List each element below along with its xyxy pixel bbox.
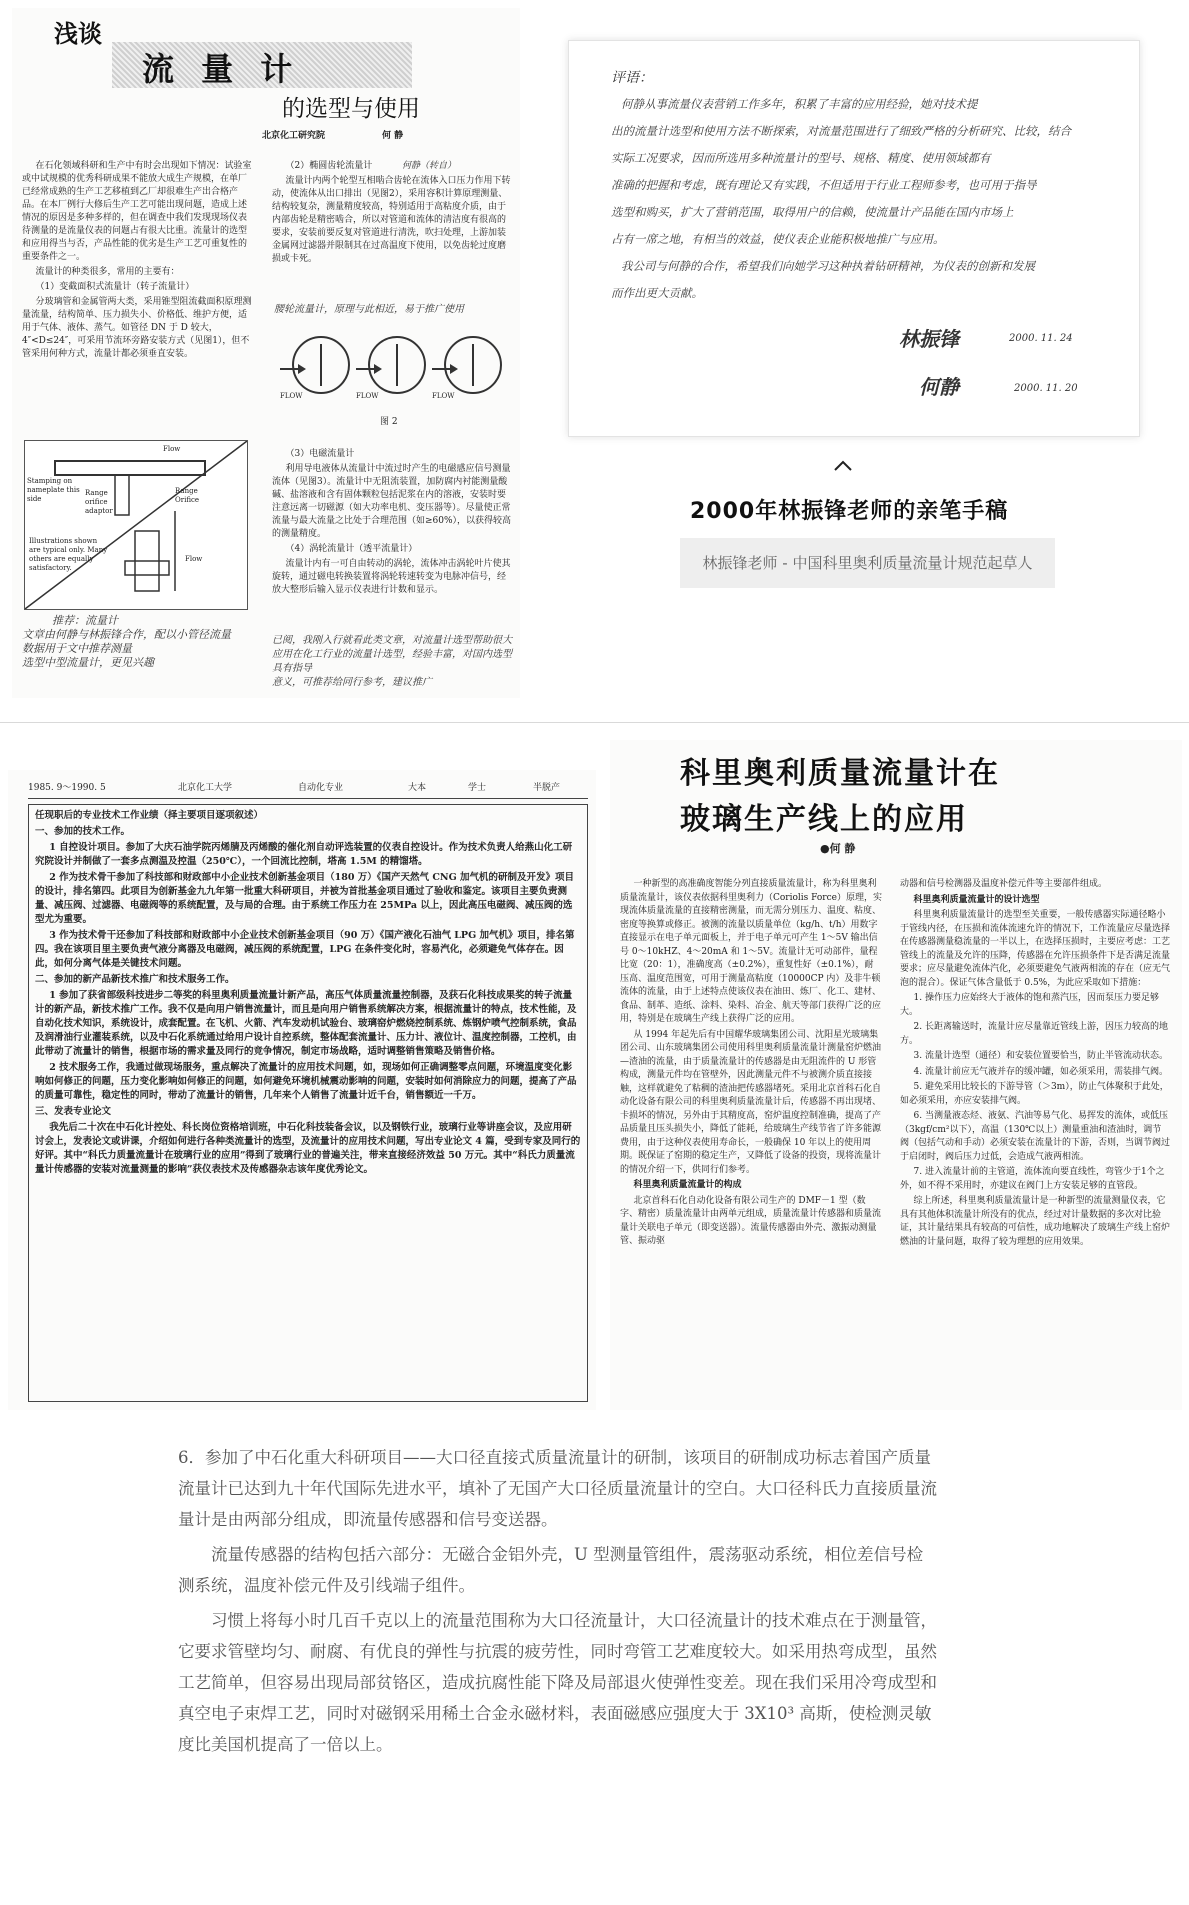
resume-section: 一、参加的技术工作。 bbox=[35, 826, 131, 837]
article2-author: ●何 静 bbox=[820, 842, 856, 855]
article1-title-sub: 的选型与使用 bbox=[282, 96, 420, 122]
bottom-text-block bbox=[178, 1442, 938, 1760]
letter-line: 准确的把握和考虑，既有理论又有实践，不但适用于行业工程师参考，也可用于指导 bbox=[611, 178, 1037, 192]
handwriting-line: 推荐：流量计 bbox=[52, 614, 118, 627]
handwriting-mid: 腰轮流量计，原理与此相近，易于推广使用 bbox=[274, 304, 464, 315]
handwriting-line: 选型中型流量计，更见兴趣 bbox=[22, 656, 154, 669]
figure-1-label: Flow bbox=[163, 445, 181, 453]
resume-scan bbox=[8, 770, 596, 1410]
resume-header-cell: 半脱产 bbox=[533, 783, 561, 793]
flow-arrow-icon bbox=[356, 368, 376, 370]
resume-item: 2 作为技术骨干参加了科技部和财政部中小企业技术创新基金项目（180 万）《国产天然气 CNG 加气机的研制及开发》项目的设计，排名第四。此项目为创新基金九九年第一批重大科研项目，并被为首批基金项目通过了验收和鉴定。该项目主要负责测量、减压阀、过滤器、电磁阀等的系统配置，及与局的合理。由于系统工作压力在 25MPa 以上，因此高压电磁阀、减压阀的选型尤为重要。 bbox=[35, 872, 575, 925]
section-heading: 科里奥利质量流量计的构成 bbox=[633, 1180, 742, 1190]
resume-section: 三、发表专业论文 bbox=[35, 1106, 112, 1117]
article1-title-main: 流 量 计 bbox=[142, 50, 301, 88]
letter-salutation: 评语： bbox=[611, 70, 653, 86]
letter-date-1: 2000. 11. 24 bbox=[1009, 333, 1073, 344]
handwriting-bottom bbox=[272, 634, 512, 690]
resume-header-cell: 大本 bbox=[408, 783, 427, 793]
letter-body bbox=[611, 91, 1111, 307]
paragraph: 动器和信号检测器及温度补偿元件等主要部件组成。 bbox=[900, 879, 1108, 889]
resume-header-cell: 北京化工大学 bbox=[178, 783, 233, 793]
chevron-up-icon bbox=[833, 457, 853, 471]
letter-line: 占有一席之地，有相当的效益，使仪表企业能积极地推广与应用。 bbox=[611, 232, 945, 246]
paragraph: 科里奥利质量流量计的选型至关重要，一般传感器实际通径略小于管线内径，在压损和流体流速允许的情况下，工作流量应尽量选择在传感器测量稳流量的一半以上，在选择压损时，主要应考虑：工艺管线上的流量及允许的压降，传感器在允许压损条件下是否满足流量要求；应尽量避免流体汽化，必须要避免气液两相流的存在（应无气泡的混合）。保证气体含量低于 0.5%，为此应采取如下措施： bbox=[900, 910, 1171, 988]
paragraph: （4）涡轮流量计（透平流量计） bbox=[285, 544, 418, 554]
list-item: 4. 流量计前应无气液并存的缓冲罐，如必须采用，需装排气阀。 bbox=[913, 1066, 1168, 1077]
letter-signature-2: 何静 bbox=[919, 375, 959, 399]
bottom-paragraph: 流量传感器的结构包括六部分：无磁合金铝外壳，U 型测量管组件，震荡驱动系统，相位差信号检测系统，温度补偿元件及引线端子组件。 bbox=[178, 1545, 924, 1595]
letter-card bbox=[568, 40, 1140, 437]
handwriting-line: 数据用于文中推荐测量 bbox=[22, 642, 132, 655]
resume-heading: 任现职后的专业技术工作业绩（择主要项目逐项叙述） bbox=[35, 810, 264, 821]
paragraph: 北京首科石化自动化设备有限公司生产的 DMF－1 型（数字、精密）质量流量计由两单元组成，质量流量计传感器和质量流量计关联电子单元（即变送器）。流量传感器由外壳、激振动测量管、振动驱 bbox=[620, 1195, 882, 1246]
figure-1-label: Range orifice adaptor bbox=[85, 489, 113, 515]
article1-prefix: 浅谈 bbox=[54, 20, 102, 48]
article2-col2 bbox=[900, 878, 1170, 1251]
letter-line: 出的流量计选型和使用方法不断探索，对流量范围进行了细致严格的分析研究、比较，结合 bbox=[611, 124, 1071, 138]
resume-header-cell: 自动化专业 bbox=[298, 783, 344, 793]
resume-header-row bbox=[28, 778, 588, 799]
article2-scan bbox=[610, 740, 1182, 1410]
figure-2 bbox=[280, 326, 510, 436]
resume-header-cell: 1985. 9～1990. 5 bbox=[28, 783, 106, 793]
paragraph: 利用导电液体从流量计中流过时产生的电磁感应信号测量流体（见图3）。流量计中无阻流装置，加防腐内衬能测量酸碱、盐溶液和含有固体颗粒包括泥浆在内的溶液，安装时要注意远离一切磁源（如大功率电机、变压器等）。尽量使正常流量与最大流量之比处于合理范围（如≥60%），以获得较高的测量精度。 bbox=[272, 464, 512, 539]
article1-author: 何 静 bbox=[382, 131, 404, 141]
handwriting-line: 文章由何静与林振锋合作，配以小管径流量 bbox=[22, 628, 231, 641]
figure-1-label: Stamping on nameplate this side bbox=[27, 477, 80, 503]
letter-signature-1: 林振锋 bbox=[899, 327, 959, 351]
paragraph: （1）变截面积式流量计（转子流量计） bbox=[35, 282, 195, 292]
resume-item: 3 作为技术骨干还参加了科技部和财政部中小企业技术创新基金项目（90 万）《国产液化石油气 LPG 加气机》项目，排名第四。我在该项目里主要负责气液分离器及电磁阀，减压阀的系统配置，LPG 在条件变化时，容易汽化，必须避免气体存在。因此，如何分离气体是关键技术问题。 bbox=[35, 930, 575, 969]
bottom-paragraph: 6．参加了中石化重大科研项目——大口径直接式质量流量计的研制，该项目的研制成功标志着国产质量流量计已达到九十年代国际先进水平，填补了无国产大口径质量流量计的空白。大口径科氏力直接质量流量计是由两部分组成，即流量传感器和信号变送器。 bbox=[178, 1448, 937, 1529]
paragraph: 一种新型的高准确度智能分列直接质量流量计，称为科里奥利质量流量计，该仪表依据科里奥利力（Coriolis Force）原理，实现流体质量流量的直接精密测量，而无需分别压力、温度、粘度、密度等换算或修正。被测的流量以质量单位（kg/h、t/h）用数字直接显示在电子单元面板上，并于电子单元可产生 1～5V 输出信号 0～10kHZ、4～20mA 和 1～5V。流量计无可动部件，量程比宽（20：1），准确度高（±0.2%），重复性好（±0.1%），耐压高、温度范围宽，可用于测量高粘度（10000CP 内）及非牛顿流体的流量，由于上述特点使该仪表在油田、炼厂、化工、建材、食品、制革、造纸、涂料、染料、冶金、航天等部门获得广泛的应用，特别是在玻璃生产线上获得广泛的应用。 bbox=[620, 879, 882, 1024]
letter-line: 实际工况要求，因而所选用多种流量计的型号、规格、精度、使用领域都有 bbox=[611, 151, 991, 165]
paragraph: 分玻璃管和金属管两大类，采用锥型阻流截面积原理测量流量，结构简单、压力损失小、价格低、维护方便，适用于气体、液体、蒸气。如管径 DN 于 D 较大，4″<D≤24″，可采用节流环旁路安装方式（见图1），但不管采用何种方式，流量计都必须垂直安装。 bbox=[22, 297, 252, 359]
resume-header-cell: 学士 bbox=[468, 783, 487, 793]
paragraph: （2）椭圆齿轮流量计 bbox=[285, 161, 373, 171]
article1-scan bbox=[12, 8, 520, 698]
article2-title-line1: 科里奥利质量流量计在 bbox=[680, 756, 1000, 791]
figure-1-label: Flow bbox=[185, 555, 203, 563]
resume-section: 二、参加的新产品新技术推广和技术服务工作。 bbox=[35, 974, 235, 985]
letter-line: 何静从事流量仪表营销工作多年，积累了丰富的应用经验，她对技术提 bbox=[621, 97, 978, 111]
caption-title: 2000年林振锋老师的亲笔手稿 bbox=[690, 499, 1009, 524]
article1-col1 bbox=[22, 160, 252, 363]
resume-body bbox=[28, 804, 588, 1402]
figure-2-caption: 图 2 bbox=[380, 417, 398, 427]
resume-item: 1 自控设计项目。参加了大庆石油学院丙烯腈及丙烯酸的催化剂自动评选装置的仪表自控设计。作为技术负责人给燕山化工研究院设计并制做了一套多点测温及控温（250℃），一个回流比控制，塔高 1.5M 的精馏塔。 bbox=[35, 842, 573, 867]
resume-item: 1 参加了获省部级科技进步二等奖的科里奥利质量流量计新产品，高压气体质量流量控制器，及获石化科技成果奖的转子流量计的新产品，新技术推广工作。我不仅是向用户销售流量计，而且是向用户销售系统解决方案，根据流量计的特点，技术性能，及自动化技术知识，系统设计，成套配置。在飞机、火箭、汽车发动机试验台、玻璃窑炉燃烧控制系统、炼钢炉喷气控制系统，食品及润滑油行业灌装系统，以及中石化系统通过给用户设计自控系统，整体配套流量计、压力计、液位计、温度控制器，工控机，由此带动了流量计的销售，根据市场的需求量及同行的竞争情况，制定市场战略，适时调整销售策略及销售价格。 bbox=[35, 990, 577, 1057]
paragraph: 流量计的种类很多，常用的主要有： bbox=[35, 267, 180, 277]
figure-1-drawing bbox=[25, 441, 247, 609]
article2-title-line2: 玻璃生产线上的应用 bbox=[680, 802, 968, 837]
letter-line: 选型和购买，扩大了营销范围，取得用户的信赖，使流量计产品能在国内市场上 bbox=[611, 205, 1014, 219]
paragraph: 综上所述，科里奥利质量流量计是一种新型的流量测量仪表，它具有其他体积流量计所没有的优点，经过对计量数据的多次对比验证，其计量结果具有较高的可信性，成功地解决了玻璃生产线上窑炉燃油的计量问题，取得了较为理想的应用效果。 bbox=[900, 1196, 1171, 1247]
resume-item: 2 技术服务工作，我通过做现场服务，重点解决了流量计的应用技术问题，如，现场如何正确调整零点问题，环境温度变化影响如何修正的问题，压力变化影响如何修正的问题，如何避免环境机械震动影响的问题，安装时如何消除应力的问题，提高了产品的质量可靠性，稳定性的同时，带动了流量计的销售，几年来个人销售了流量计近千台，销售额近一千万。 bbox=[35, 1062, 577, 1101]
figure-2-label: FLOW bbox=[280, 392, 303, 400]
paragraph: 流量计内有一可自由转动的涡轮，流体冲击涡轮叶片使其旋转，通过磁电转换装置将涡轮转速转变为电脉冲信号，经放大整形后输入显示仪表进行计数和显示。 bbox=[272, 559, 511, 595]
resume-item: 我先后二十次在中石化计控处、科长岗位资格培训班，中石化科技装备会议，以及钢铁行业，玻璃行业等讲座会议，及应用研讨会上，发表论文或讲课，介绍如何进行各种类流量计的选型，及流量计的应用技术问题，写出专业论文 4 篇，受到专家及同行的好评。其中“科氏力质量流量计在玻璃行业的应用”得到了玻璃行业的普遍关注，带来直接经济效益 50 万元。其中“科氏力质量流量计传感器的安装对流量测量的影响”获仪表技术及传感器杂志该年度优秀论文。 bbox=[35, 1122, 581, 1175]
list-item: 7. 进入流量计前的主管道，流体流向要直线性，弯管少于1个之外，如不得不采用时，亦建议在阀门上方安装足够的直管段。 bbox=[900, 1167, 1165, 1191]
paragraph: 从 1994 年起先后有中国耀华玻璃集团公司、沈阳星光玻璃集团公司、山东玻璃集团公司使用科里奥利质量流量计测量窑炉燃油—渣油的流量，由于质量流量计的传感器是由无阻流件的 U 形管构成，测量元件均在管壁外，因此测量元件不与被测介质直接接触，这样就避免了粘稠的渣油把传感器堵死。采用北京首科石化自动化设备有限公司的科里奥利质量流量计后，传感器不再出现堵、卡损坏的情况，另外由于其精度高，窑炉温度控制准确，提高了产品质量且压头损失小，降低了能耗，给玻璃生产线节省了许多能源费用，由于这种仪表使用寿命长，一般确保 10 年以上的使用周期。既保证了窑期的稳定生产，又降低了设备的投资，现将流量计的情况介绍一下，供同行们参考。 bbox=[620, 1029, 882, 1175]
section-heading: 科里奥利质量流量计的设计选型 bbox=[913, 894, 1040, 905]
letter-line: 我公司与何静的合作，希望我们向她学习这种执着钻研精神，为仪表的创新和发展 bbox=[621, 259, 1035, 273]
flow-arrow-icon bbox=[432, 368, 452, 370]
handwriting-line: 应用在化工行业的流量计选型，经验丰富，对国内选型具有指导 bbox=[272, 649, 512, 674]
bottom-paragraph: 习惯上将每小时几百千克以上的流量范围称为大口径流量计，大口径流量计的技术难点在于测量管，它要求管壁均匀、耐腐、有优良的弹性与抗震的疲劳性，同时弯管工艺难度较大。如采用热弯成型，虽然工艺简单，但容易出现局部贫铬区，造成抗腐性能下降及局部退火使弹性变差。现在我们采用冷弯成型和真空电子束焊工艺，同时对磁钢采用稀土合金永磁材料，表面磁感应强度大于 3X10³ 高斯，使检测灵敏度比美国机提高了一倍以上。 bbox=[178, 1611, 937, 1754]
article1-title-banner bbox=[112, 42, 412, 88]
paragraph: 流量计内两个轮型互相啮合齿轮在流体入口压力作用下转动，使流体从出口排出（见图2），采用容积计算原理测量、结构较复杂，测量精度较高，特别适用于高粘度介质，由于内部齿轮是精密啮合，所以对管道和流体的清洁度有很高的要求，安装前要反复对管道进行清洗，吹扫处理，上游加装金属网过滤器并限制其在过高温度下使用，以免齿轮过度磨损或卡死。 bbox=[272, 176, 511, 264]
letter-date-2: 2000. 11. 20 bbox=[1014, 383, 1078, 394]
list-item: 2. 长距离输送时，流量计应尽量靠近管线上游，因压力较高的地方。 bbox=[900, 1022, 1168, 1046]
paragraph: （3）电磁流量计 bbox=[285, 449, 355, 459]
section-divider bbox=[0, 722, 1189, 723]
figure-1-note: Illustrations shown are typical only. Many others are equally satisfactory. bbox=[29, 537, 108, 572]
list-item: 6. 当测量液态烃、液氨、汽油等易气化、易挥发的流体，或低压（3kgf/cm²以下），高温（130℃以上）测量重油和渣油时，调节阀（包括气动和手动）必须安装在流量计的下游，否则，当调节阀过于启闭时，阀后压力过低，会造成气液两相流。 bbox=[900, 1111, 1171, 1162]
handwriting-line: 已阅，我刚入行就看此类文章，对流量计选型帮助很大 bbox=[272, 635, 512, 646]
article1-author-note: 何静（转自） bbox=[402, 161, 457, 171]
handwriting-line: 意义，可推荐给同行参考，建议推广 bbox=[272, 677, 432, 688]
article1-col3 bbox=[272, 448, 512, 599]
article1-col2 bbox=[272, 160, 512, 268]
figure-1 bbox=[24, 440, 248, 610]
paragraph: 在石化领域科研和生产中有时会出现如下情况：试验室或中试规模的优秀科研成果不能放大成生产规模，在单厂已经常成熟的生产工艺移植到乙厂却很难生产出合格产品。在本厂例行大修后生产工艺可能出现问题，造成上述情况的原因是多种多样的，但在调查中我们发现现场仪表待测量的是流量仪表的问题占有很大比重。流量计的选型和应用得当与否，产品性能的优劣是生产工艺可重复性的重要条件之一。 bbox=[22, 161, 252, 262]
list-item: 5. 避免采用比较长的下游导管（＞3m），防止气体聚积于此处，如必须采用，亦应安装排气阀。 bbox=[900, 1082, 1169, 1106]
caption-subtitle: 林振锋老师 - 中国科里奥利质量流量计规范起草人 bbox=[680, 538, 1055, 588]
article1-org: 北京化工研究院 bbox=[262, 131, 326, 141]
list-item: 3. 流量计选型（通径）和安装位置要恰当，防止半管流动状态。 bbox=[913, 1051, 1168, 1061]
flow-arrow-icon bbox=[280, 368, 300, 370]
article2-col1 bbox=[620, 878, 882, 1251]
handwriting-left bbox=[22, 614, 252, 670]
list-item: 1. 操作压力应始终大于液体的饱和蒸汽压，因而泵压力要足够大。 bbox=[900, 993, 1159, 1017]
figure-2-label: FLOW bbox=[432, 392, 455, 400]
figure-1-label: Range Orifice bbox=[175, 487, 200, 504]
figure-2-label: FLOW bbox=[356, 392, 379, 400]
letter-line: 而作出更大贡献。 bbox=[611, 286, 703, 300]
